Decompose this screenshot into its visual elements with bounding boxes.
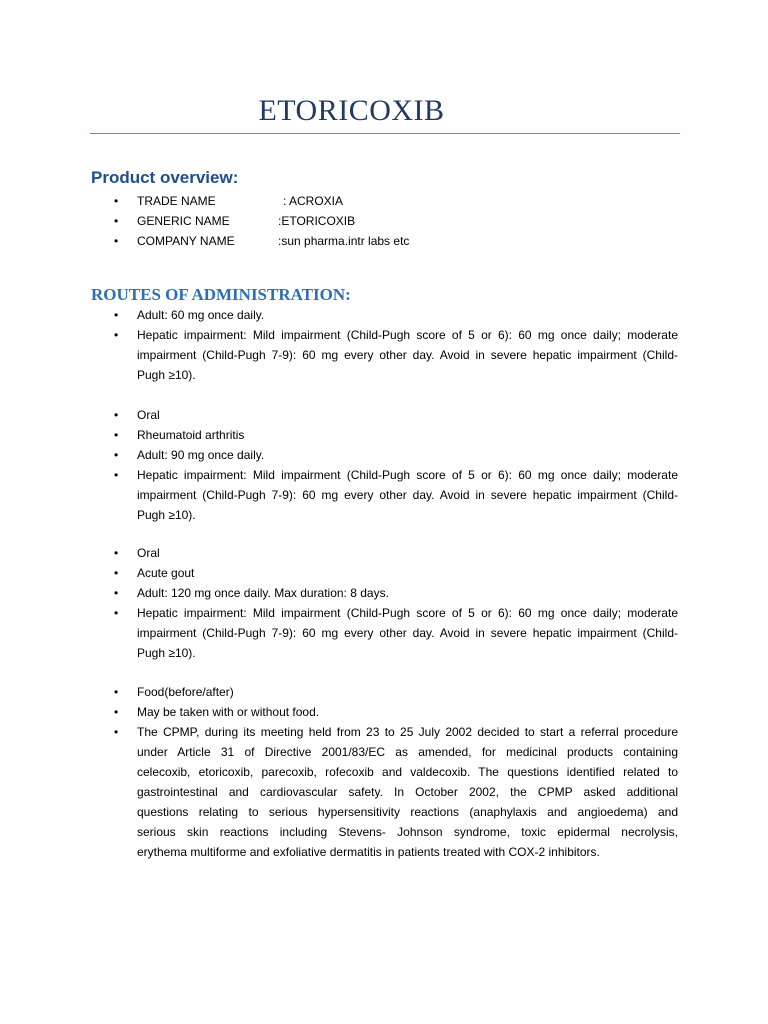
list-item-text: Hepatic impairment: Mild impairment (Child-Pugh score of 5 or 6): 60 mg once daily; moderate xyxy=(137,606,678,620)
list-item-continuation xyxy=(0,822,768,842)
list-item-text: impairment (Child-Pugh 7-9): 60 mg every other day. Avoid in severe hepatic impairment (Child- xyxy=(137,348,678,362)
list-item-continuation xyxy=(0,365,768,385)
list-item xyxy=(0,465,768,485)
bullet: • xyxy=(114,308,119,322)
bullet: • xyxy=(114,685,119,699)
list-item-text: impairment (Child-Pugh 7-9): 60 mg every other day. Avoid in severe hepatic impairment (Child- xyxy=(137,488,678,502)
list-item-text: Adult: 60 mg once daily. xyxy=(137,308,265,322)
list-item-text: Hepatic impairment: Mild impairment (Child-Pugh score of 5 or 6): 60 mg once daily; moderate xyxy=(137,468,678,482)
bullet: • xyxy=(114,214,119,228)
routes-group-1 xyxy=(0,305,768,385)
list-item xyxy=(0,682,768,702)
list-item xyxy=(0,702,768,722)
list-item-text: Food(before/after) xyxy=(137,685,234,699)
bullet: • xyxy=(114,546,119,560)
list-item-continuation xyxy=(0,842,768,862)
overview-item-trade-name xyxy=(0,191,768,211)
list-item xyxy=(0,305,768,325)
list-item-text: Pugh ≥10). xyxy=(137,368,196,382)
list-item-continuation xyxy=(0,485,768,505)
bullet: • xyxy=(114,448,119,462)
bullet: • xyxy=(114,705,119,719)
list-item-text: Pugh ≥10). xyxy=(137,646,196,660)
list-item xyxy=(0,603,768,623)
bullet: • xyxy=(114,566,119,580)
overview-value: : ACROXIA xyxy=(283,194,344,208)
list-item-continuation xyxy=(0,643,768,663)
list-item-continuation xyxy=(0,742,768,762)
list-item-continuation xyxy=(0,802,768,822)
list-item-text: Oral xyxy=(137,546,160,560)
routes-heading: ROUTES OF ADMINISTRATION: xyxy=(91,285,351,304)
bullet: • xyxy=(114,328,119,342)
product-overview-list xyxy=(0,191,768,251)
overview-item-company-name xyxy=(0,231,768,251)
list-item xyxy=(0,405,768,425)
overview-value: :sun pharma.intr labs etc xyxy=(278,234,410,248)
list-item xyxy=(0,543,768,563)
list-item-text: Hepatic impairment: Mild impairment (Child-Pugh score of 5 or 6): 60 mg once daily; moderate xyxy=(137,328,678,342)
overview-item-generic-name xyxy=(0,211,768,231)
list-item-text: Pugh ≥10). xyxy=(137,508,196,522)
list-item xyxy=(0,425,768,445)
bullet: • xyxy=(114,428,119,442)
bullet: • xyxy=(114,586,119,600)
list-item xyxy=(0,563,768,583)
routes-group-2 xyxy=(0,405,768,525)
overview-value: :ETORICOXIB xyxy=(278,214,356,228)
list-item xyxy=(0,445,768,465)
routes-group-4 xyxy=(0,682,768,862)
list-item-text: Oral xyxy=(137,408,160,422)
bullet: • xyxy=(114,234,119,248)
list-item-text: Rheumatoid arthritis xyxy=(137,428,245,442)
bullet: • xyxy=(114,468,119,482)
list-item-continuation xyxy=(0,505,768,525)
list-item-text: under Article 31 of Directive 2001/83/EC as amended, for medicinal products containing xyxy=(137,745,678,759)
list-item-text: Adult: 120 mg once daily. Max duration: 8 days. xyxy=(137,586,389,600)
bullet: • xyxy=(114,408,119,422)
list-item-continuation xyxy=(0,623,768,643)
overview-label: TRADE NAME xyxy=(137,194,216,208)
list-item-continuation xyxy=(0,345,768,365)
document-title: ETORICOXIB xyxy=(258,94,445,127)
list-item-text: celecoxib, etoricoxib, parecoxib, rofecoxib and valdecoxib. The questions identified related to xyxy=(137,765,678,779)
title-underline xyxy=(90,133,680,134)
product-overview-heading: Product overview: xyxy=(91,168,239,187)
bullet: • xyxy=(114,194,119,208)
list-item-text: erythema multiforme and exfoliative dermatitis in patients treated with COX-2 inhibitors. xyxy=(137,845,600,859)
overview-label: GENERIC NAME xyxy=(137,214,230,228)
list-item-text: Acute gout xyxy=(137,566,195,580)
list-item xyxy=(0,583,768,603)
list-item-text: serious skin reactions including Stevens- Johnson syndrome, toxic epidermal necrolysis, xyxy=(137,825,678,839)
bullet: • xyxy=(114,725,119,739)
list-item-text: The CPMP, during its meeting held from 23 to 25 July 2002 decided to start a referral procedure xyxy=(137,725,678,739)
routes-group-3 xyxy=(0,543,768,663)
list-item-continuation xyxy=(0,782,768,802)
bullet: • xyxy=(114,606,119,620)
list-item-text: Adult: 90 mg once daily. xyxy=(137,448,265,462)
list-item-text: May be taken with or without food. xyxy=(137,705,320,719)
list-item-text: questions relating to serious hypersensitivity reactions (anaphylaxis and angioedema) and xyxy=(137,805,678,819)
list-item xyxy=(0,722,768,742)
overview-label: COMPANY NAME xyxy=(137,234,235,248)
list-item-continuation xyxy=(0,762,768,782)
list-item-text: impairment (Child-Pugh 7-9): 60 mg every other day. Avoid in severe hepatic impairment (Child- xyxy=(137,626,678,640)
list-item xyxy=(0,325,768,345)
list-item-text: gastrointestinal and cardiovascular safety. In October 2002, the CPMP asked additional xyxy=(137,785,678,799)
